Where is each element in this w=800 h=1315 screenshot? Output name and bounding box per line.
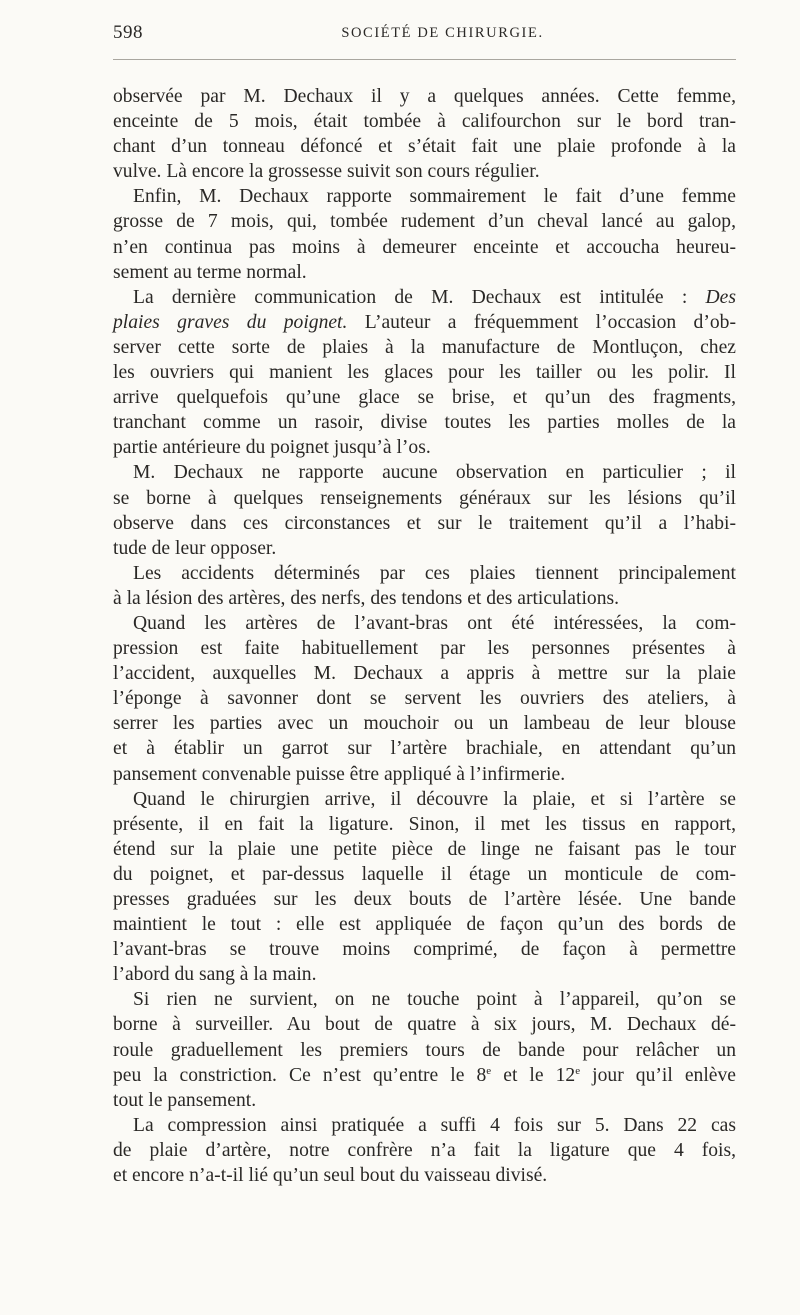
text-line: server cette sorte de plaies à la manufacture de Montluçon, chez: [113, 336, 736, 358]
text-line: sement au terme normal.: [113, 261, 307, 283]
text-line: l’avant-bras se trouve moins comprimé, de façon à permettre: [113, 939, 736, 961]
text-line: Quand le chirurgien arrive, il découvre la plaie, et si l’artère se: [133, 788, 736, 810]
header-rule: [113, 59, 736, 60]
text-line: observe dans ces circonstances et sur le traitement qu’il a l’habi-: [113, 512, 736, 534]
text-line: tout le pansement.: [113, 1089, 257, 1111]
running-title: SOCIÉTÉ DE CHIRURGIE.: [341, 25, 544, 41]
text-segment: peu la constriction. Ce n’est qu’entre le 8: [113, 1064, 487, 1086]
text-line: Quand les artères de l’avant-bras ont été intéressées, la com-: [133, 612, 736, 634]
text-segment: jour qu’il enlève: [580, 1064, 736, 1086]
text-segment: La dernière communication de M. Dechaux est intitulée :: [133, 286, 688, 308]
text-line: maintient le tout : elle est appliquée de façon qu’un des bords de: [113, 914, 736, 936]
text-line: La compression ainsi pratiquée a suffi 4 fois sur 5. Dans 22 cas: [133, 1114, 736, 1136]
text-line: étend sur la plaie une petite pièce de linge ne faisant pas le tour: [113, 838, 736, 860]
text-line: tranchant comme un rasoir, divise toutes les parties molles de la: [113, 412, 736, 434]
text-line: Les accidents déterminés par ces plaies tiennent principalement: [133, 562, 736, 584]
text-line: les ouvriers qui manient les glaces pour les tailler ou les polir. Il: [113, 362, 736, 384]
text-line: pansement convenable puisse être appliqué à l’infirmerie.: [113, 763, 566, 785]
body-text: [113, 84, 736, 1188]
italic-title: plaies graves du poignet.: [113, 311, 348, 333]
text-line: [113, 285, 736, 310]
text-line: du poignet, et par-dessus laquelle il étage un monticule de com-: [113, 863, 736, 885]
text-line: pression est faite habituellement par les personnes présentes à: [113, 638, 736, 660]
italic-title: Des: [705, 286, 736, 308]
text-line: M. Dechaux ne rapporte aucune observation en particulier ; il: [133, 462, 736, 484]
ordinal-superscript: e: [486, 1064, 492, 1077]
text-line: n’en continua pas moins à demeurer enceinte et accoucha heureu-: [113, 236, 736, 258]
text-line: l’abord du sang à la main.: [113, 964, 317, 986]
text-line: enceinte de 5 mois, était tombée à califourchon sur le bord tran-: [113, 111, 736, 133]
text-line: présente, il en fait la ligature. Sinon, il met les tissus en rapport,: [113, 813, 736, 835]
text-line: Enfin, M. Dechaux rapporte sommairement le fait d’une femme: [133, 186, 736, 208]
ordinal-superscript: e: [575, 1064, 581, 1077]
text-line: de plaie d’artère, notre confrère n’a fait la ligature que 4 fois,: [113, 1139, 736, 1161]
text-line: roule graduellement les premiers tours de bande pour relâcher un: [113, 1039, 736, 1061]
text-line: [113, 1063, 736, 1088]
text-line: partie antérieure du poignet jusqu’à l’os.: [113, 437, 431, 459]
text-line: [113, 310, 736, 335]
text-segment: et le 12: [491, 1064, 576, 1086]
text-line: se borne à quelques renseignements généraux sur les lésions qu’il: [113, 487, 736, 509]
text-line: et à établir un garrot sur l’artère brachiale, en attendant qu’un: [113, 738, 736, 760]
text-line: presses graduées sur les deux bouts de l’artère lésée. Une bande: [113, 889, 736, 910]
page-number: 598: [113, 22, 143, 43]
text-line: tude de leur opposer.: [113, 537, 277, 559]
text-line: chant d’un tonneau défoncé et s’était fait une plaie profonde à la: [113, 136, 736, 158]
text-line: l’accident, auxquelles M. Dechaux a appris à mettre sur la plaie: [113, 663, 736, 685]
text-line: borne à surveiller. Au bout de quatre à six jours, M. Dechaux dé-: [113, 1014, 736, 1036]
text-line: grosse de 7 mois, qui, tombée rudement d’un cheval lancé au galop,: [113, 211, 736, 233]
text-line: à la lésion des artères, des nerfs, des tendons et des articulations.: [113, 587, 620, 609]
text-line: vulve. Là encore la grossesse suivit son cours régulier.: [113, 161, 540, 183]
text-line: l’éponge à savonner dont se servent les ouvriers des ateliers, à: [113, 688, 736, 710]
text-line: et encore n’a-t-il lié qu’un seul bout du vaisseau divisé.: [113, 1165, 548, 1187]
text-line: observée par M. Dechaux il y a quelques années. Cette femme,: [113, 86, 736, 107]
text-line: Si rien ne survient, on ne touche point à l’appareil, qu’on se: [133, 989, 736, 1011]
text-line: serrer les parties avec un mouchoir ou un lambeau de leur blouse: [113, 713, 736, 735]
text-line: arrive quelquefois qu’une glace se brise, et qu’un des fragments,: [113, 387, 736, 409]
running-head: [113, 22, 736, 48]
text-segment: L’auteur a fréquemment l’occasion d’ob-: [364, 311, 737, 333]
